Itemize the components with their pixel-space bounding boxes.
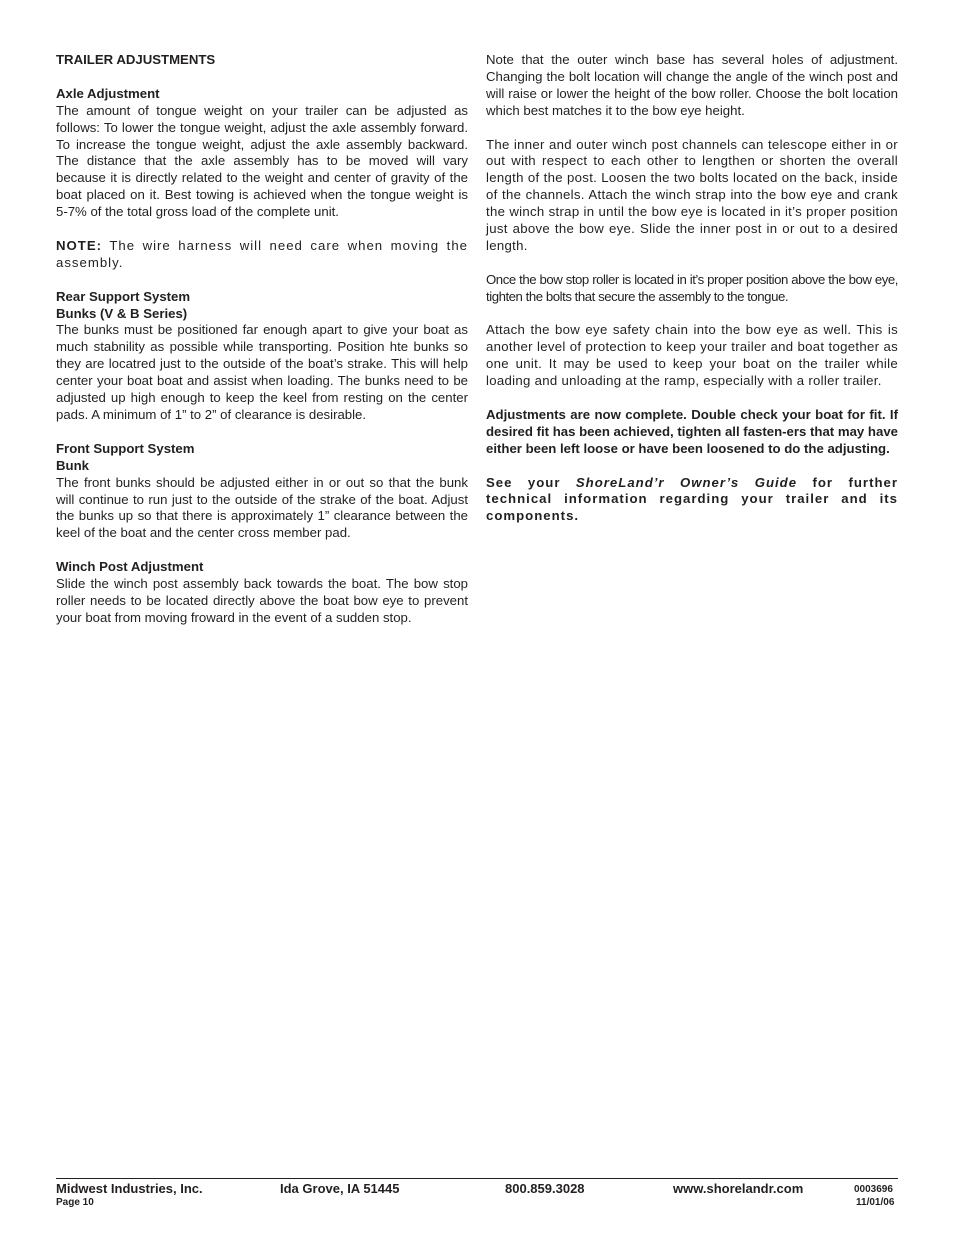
front-support-section bbox=[56, 441, 468, 542]
rear-support-subheading: Bunks (V & B Series) bbox=[56, 305, 188, 321]
winch-post-heading: Winch Post Adjustment bbox=[56, 559, 204, 575]
safety-chain-paragraph: Attach the bow eye safety chain into the bow eye as well. This is another level of protection to keep your trailer and boat together as one unit. It may be used to keep your boat on the trailer while loading and unloading at the ramp, especially with a roller trailer. bbox=[486, 322, 898, 389]
rear-support-body: The bunks must be positioned far enough apart to give your boat as much stabnility as possible while transporting. Position hte bunks so they are locatred just to the outside of the boat’s strake. This will help center your boat boat and assist when loading. The bunks need to be adjusted up high enough to keep the keel from resting on the center pads. A minimum of 1” to 2” of clearance is desirable. bbox=[56, 322, 468, 422]
adjustments-complete-paragraph: Adjustments are now complete. Double check your boat for fit. If desired fit has been achieved, tighten all fasten-ers that may have either been left loose or have been loosened to do the adjusting. bbox=[486, 406, 898, 456]
note-label: NOTE: bbox=[56, 237, 103, 253]
left-column bbox=[56, 52, 468, 644]
footer-divider bbox=[56, 1178, 898, 1179]
winch-post-body: Slide the winch post assembly back towards the boat. The bow stop roller needs to be located directly above the boat bow eye to prevent your boat from moving froward in the event of a sudden stop. bbox=[56, 576, 468, 625]
owners-guide-pre: See your bbox=[486, 474, 576, 490]
rear-support-heading: Rear Support System bbox=[56, 288, 191, 304]
right-column bbox=[486, 52, 898, 542]
front-support-heading: Front Support System bbox=[56, 440, 195, 456]
winch-base-paragraph: Note that the outer winch base has several holes of adjustment. Changing the bolt location will change the angle of the winch post and will raise or lower the height of the bow roller. Choose the bolt location which best matches it to the bow eye height. bbox=[486, 52, 898, 118]
note-paragraph bbox=[56, 238, 468, 272]
front-support-body: The front bunks should be adjusted either in or out so that the bunk will continue to run just to the outside of the strake of the boat. Adjust the bunks up so that there is approximately 1” clearance between the keel of the boat and the center cross member pad. bbox=[56, 474, 468, 541]
winch-post-section bbox=[56, 559, 468, 627]
section-title: TRAILER ADJUSTMENTS bbox=[56, 52, 216, 67]
owners-guide-paragraph bbox=[486, 475, 898, 526]
company-name: Midwest Industries, Inc. bbox=[56, 1181, 203, 1196]
front-support-subheading: Bunk bbox=[56, 457, 89, 473]
telescope-paragraph: The inner and outer winch post channels can telescope either in or out with respect to each other to lengthen or shorten the overall length of the post. Loosen the two bolts located on the back, inside of the channels. Attach the winch strap into the bow eye and crank the winch strap in until the bow eye is located in it’s proper position just above the bow eye. Slide the inner post in or out to a desired length. bbox=[486, 136, 898, 253]
note-section bbox=[56, 238, 468, 272]
footer-company bbox=[56, 1181, 203, 1196]
note-body: The wire harness will need care when moving the assembly. bbox=[56, 237, 468, 270]
bow-stop-paragraph: Once the bow stop roller is located in it’s proper position above the bow eye, tighten the bolts that secure the assembly to the tongue. bbox=[486, 271, 898, 304]
owners-guide-title: ShoreLand’r Owner’s Guide bbox=[575, 474, 798, 490]
page-number: Page 10 bbox=[56, 1197, 94, 1208]
axle-adjustment-section bbox=[56, 86, 468, 221]
owners-guide-post: for further technical information regarding your trailer and its components. bbox=[486, 474, 898, 524]
rear-support-section bbox=[56, 289, 468, 424]
axle-adjustment-heading: Axle Adjustment bbox=[56, 85, 160, 101]
doc-number: 0003696 bbox=[854, 1184, 893, 1195]
footer-address: Ida Grove, IA 51445 bbox=[280, 1181, 400, 1196]
doc-date: 11/01/06 bbox=[856, 1197, 895, 1208]
footer-website: www.shorelandr.com bbox=[673, 1181, 804, 1196]
axle-adjustment-body: The amount of tongue weight on your trailer can be adjusted as follows: To lower the tongue weight, adjust the axle assembly forward. To increase the tongue weight, adjust the axle assembly backward. The distance that the axle assembly has to be moved will vary because it is directly related to the weight and center of gravity of the boat placed on it. Best towing is achieved when the tongue weight is 5-7% of the total gross load of the complete unit. bbox=[56, 102, 468, 220]
footer-phone: 800.859.3028 bbox=[505, 1181, 585, 1196]
